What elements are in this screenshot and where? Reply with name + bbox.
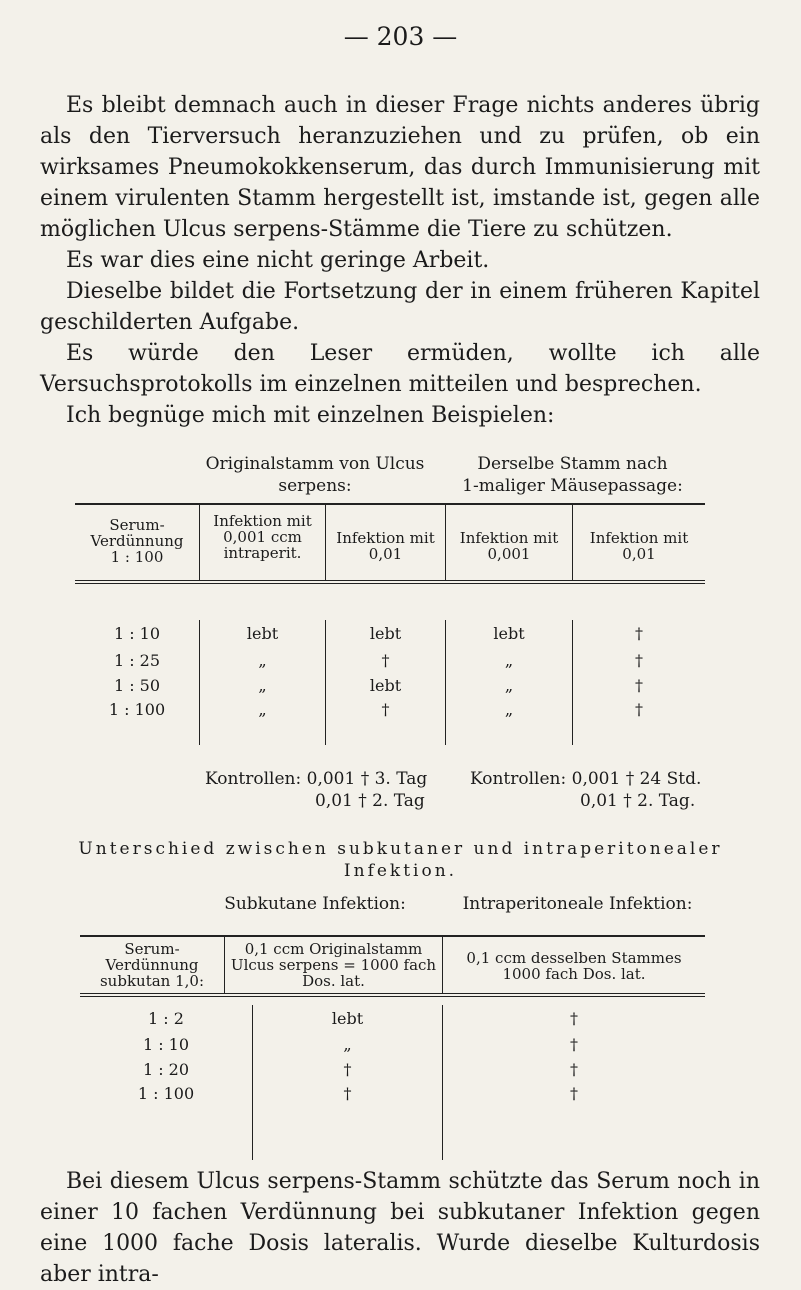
table1-controls-left: Kontrollen: 0,001 † 3. Tag 0,01 † 2. Tag <box>205 769 428 811</box>
paragraph-1: Es bleibt demnach auch in dieser Frage nichts anderes übrig als den Tierversuch heranzuziehen und zu prüfen, ob ein wirksames Pneumokokkenserum, das durch Immunisierung mit einem virulenten Stamm hergestellt ist, imstande ist, gegen alle möglichen Ulcus serpens-Stämme die Tiere zu schützen. <box>40 93 760 242</box>
table-cell: lebt <box>331 1009 364 1028</box>
table-cell: † <box>343 1084 352 1103</box>
table-cell: † <box>381 700 390 719</box>
table-cell: 1 : 25 <box>113 651 161 670</box>
table-cell: 1 : 50 <box>113 676 161 695</box>
table-cell: lebt <box>369 676 402 695</box>
table1-header-rule-2 <box>75 583 705 584</box>
table2-caption-right: Intraperitoneale Infektion: <box>462 894 693 914</box>
table2-header-intraperitoneal: 0,1 ccm desselben Stammes 1000 fach Dos. lat. <box>466 949 682 983</box>
table-cell: „ <box>258 651 267 670</box>
table1-header-rule <box>75 580 705 581</box>
table1-header-serum: Serum- Verdünnung 1 : 100 <box>90 516 184 566</box>
table-cell: 1 : 100 <box>137 1084 195 1103</box>
table-cell: † <box>635 700 643 719</box>
table-cell: † <box>343 1060 352 1079</box>
table-cell: „ <box>504 651 514 670</box>
table-cell: „ <box>258 676 267 695</box>
paragraph-5: Ich begnüge mich mit einzelnen Beispielen: <box>66 403 555 428</box>
table-cell: † <box>570 1035 578 1054</box>
table-cell: † <box>570 1009 578 1028</box>
table-cell: † <box>570 1084 578 1103</box>
table-cell: 1 : 20 <box>142 1060 190 1079</box>
table-cell: 1 : 10 <box>113 624 161 643</box>
table2-header-subkutan: 0,1 ccm Originalstamm Ulcus serpens = 1000 fach Dos. lat. <box>230 940 437 990</box>
table-cell: † <box>635 676 643 695</box>
table-cell: lebt <box>246 624 279 643</box>
table2-header-serum: Serum- Verdünnung subkutan 1,0: <box>99 940 205 990</box>
table-cell: † <box>635 651 643 670</box>
table1-caption-left: Originalstamm von Ulcus serpens: <box>205 454 425 496</box>
table-cell: „ <box>504 676 514 695</box>
table-cell: „ <box>343 1035 352 1054</box>
table-cell: † <box>635 624 643 643</box>
table-cell: 1 : 100 <box>108 700 166 719</box>
table2-col-divider <box>442 1005 443 1160</box>
table1-header-infektion-4: Infektion mit 0,01 <box>589 529 689 563</box>
table-cell: † <box>381 651 390 670</box>
paragraph-3: Dieselbe bildet die Fortsetzung der in einem früheren Kapitel geschilderten Aufgabe. <box>40 279 760 335</box>
section-title: Unterschied zwischen subkutaner und intraperitonealer Infektion. <box>78 839 723 881</box>
table1-header-infektion-2: Infektion mit 0,01 <box>336 529 435 563</box>
paragraph-2: Es war dies eine nicht geringe Arbeit. <box>66 248 490 273</box>
table-cell: 1 : 10 <box>142 1035 190 1054</box>
table-cell: lebt <box>493 624 525 643</box>
table-cell: 1 : 2 <box>148 1009 184 1028</box>
table-cell: „ <box>258 700 267 719</box>
table1-header-infektion-3: Infektion mit 0,001 <box>459 529 559 563</box>
table2-col-divider <box>252 1005 253 1160</box>
table2-top-rule <box>80 935 705 937</box>
table1-controls-right: Kontrollen: 0,001 † 24 Std. 0,01 † 2. Tag. <box>470 769 702 811</box>
table-cell: lebt <box>369 624 402 643</box>
table1-header-infektion-1: Infektion mit 0,001 ccm intraperit. <box>213 512 312 562</box>
table2-header-rule-2 <box>80 996 705 997</box>
table2-header-rule <box>80 993 705 994</box>
table-cell: † <box>570 1060 578 1079</box>
table-cell: „ <box>504 700 514 719</box>
page-number: — 203 — <box>343 22 458 51</box>
table1-top-rule <box>75 503 705 505</box>
paragraph-4: Es würde den Leser ermüden, wollte ich alle Versuchsprotokolls im einzelnen mitteilen und besprechen. <box>40 341 760 397</box>
table1-caption-right: Derselbe Stamm nach 1-maliger Mäusepassage: <box>462 454 683 496</box>
paragraph-6: Bei diesem Ulcus serpens-Stamm schützte das Serum noch in einer 10 fachen Verdünnung bei subkutaner Infektion gegen eine 1000 fache Dosis lateralis. Wurde dieselbe Kulturdosis aber intra- <box>40 1169 760 1287</box>
table2-caption-left: Subkutane Infektion: <box>224 894 406 914</box>
